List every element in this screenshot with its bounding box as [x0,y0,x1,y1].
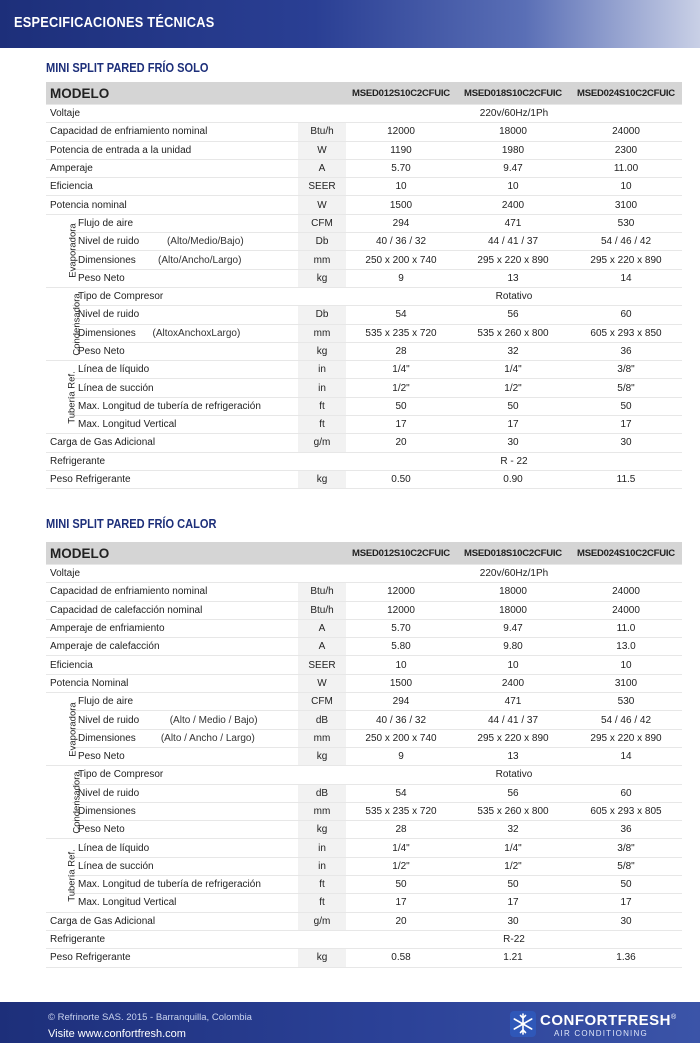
row-label: Línea de succión [72,379,298,397]
row-value: 1.36 [570,949,682,967]
row-unit: Db [298,306,346,324]
row-value: 1/4" [456,839,570,857]
row-value: 5/8" [570,857,682,875]
table-row [46,251,682,269]
row-value: 17 [346,894,456,912]
row-label: Refrigerante [46,452,298,470]
row-value: 530 [570,693,682,711]
row-value-merged: R-22 [346,930,682,948]
table-row [46,397,682,415]
group-label-evaporadora: Evaporadora [46,214,72,287]
table-row [46,839,682,857]
row-unit: Btu/h [298,601,346,619]
table-header-row [46,542,682,565]
row-value: 18000 [456,583,570,601]
row-value: 10 [456,656,570,674]
row-value: 1/2" [456,857,570,875]
row-value: 11.00 [570,159,682,177]
row-value: 12000 [346,601,456,619]
row-value: 20 [346,434,456,452]
row-value: 30 [456,912,570,930]
table-row [46,894,682,912]
row-unit: dB [298,711,346,729]
table-row [46,693,682,711]
row-value: 5/8" [570,379,682,397]
row-label: Amperaje [46,159,298,177]
group-label-evaporadora: Evaporadora [46,693,72,766]
table-row [46,821,682,839]
row-value: 1/2" [346,857,456,875]
row-value: 56 [456,784,570,802]
row-value: 0.90 [456,470,570,488]
row-value: 20 [346,912,456,930]
row-unit: Btu/h [298,583,346,601]
copyright-text: © Refrinorte SAS. 2015 - Barranquilla, Colombia [48,1012,252,1023]
row-unit: A [298,638,346,656]
row-value-merged: 220v/60Hz/1Ph [346,105,682,123]
row-value: 54 / 46 / 42 [570,233,682,251]
row-value: 1980 [456,141,570,159]
row-value: 54 / 46 / 42 [570,711,682,729]
row-label: Max. Longitud de tubería de refrigeración [72,397,298,415]
row-unit: mm [298,802,346,820]
row-unit: mm [298,729,346,747]
row-value: 295 x 220 x 890 [456,729,570,747]
row-unit: in [298,857,346,875]
table-row [46,342,682,360]
row-note: (Alto / Ancho / Largo) [160,732,255,744]
row-value: 5.70 [346,159,456,177]
row-unit: g/m [298,434,346,452]
row-label: Max. Longitud Vertical [72,416,298,434]
table-row [46,470,682,488]
row-value: 10 [346,178,456,196]
table-row [46,452,682,470]
row-value: 3100 [570,674,682,692]
table-row [46,802,682,820]
row-value: 10 [570,178,682,196]
table-row [46,287,682,305]
row-value: 56 [456,306,570,324]
row-label: Peso Refrigerante [46,470,298,488]
table-header-row [46,82,682,105]
row-unit: g/m [298,912,346,930]
row-unit: Btu/h [298,123,346,141]
footer-bar [0,1002,700,1043]
brand-logo [508,1008,688,1040]
table-row [46,619,682,637]
row-value: 3100 [570,196,682,214]
row-value: 9 [346,747,456,765]
row-label: Eficiencia [46,178,298,196]
row-note: (AltoxAnchoxLargo) [152,327,241,339]
row-label: Refrigerante [46,930,298,948]
brand-subtitle: AIR CONDITIONING [554,1029,648,1038]
table-row [46,196,682,214]
table-row [46,123,682,141]
table-row [46,565,682,583]
row-note: (Alto / Medio / Bajo) [169,714,258,726]
table-row [46,105,682,123]
row-value: 17 [346,416,456,434]
row-value: 18000 [456,601,570,619]
row-unit: kg [298,949,346,967]
row-label: Capacidad de calefacción nominal [46,601,298,619]
row-unit [298,452,346,470]
row-unit: in [298,839,346,857]
row-label: Peso Neto [72,342,298,360]
row-value: 60 [570,306,682,324]
row-value: 250 x 200 x 740 [346,729,456,747]
row-label: Nivel de ruido [78,714,140,726]
row-label: Capacidad de enfriamiento nominal [46,583,298,601]
row-unit [298,105,346,123]
row-unit: SEER [298,178,346,196]
row-label: Capacidad de enfriamiento nominal [46,123,298,141]
row-value: 1/4" [346,839,456,857]
row-unit: in [298,379,346,397]
model-name: MSED024S10C2CFUIC [570,542,682,565]
table-row [46,159,682,177]
row-unit [298,565,346,583]
group-label-condensadora: Condensadora [46,287,72,360]
row-value: 44 / 41 / 37 [456,233,570,251]
row-label: Peso Refrigerante [46,949,298,967]
row-value: 30 [456,434,570,452]
row-label: Dimensiones [72,802,298,820]
table-row [46,269,682,287]
row-unit: SEER [298,656,346,674]
row-value: 40 / 36 / 32 [346,233,456,251]
row-value: 17 [456,416,570,434]
group-label-tuberia: Tubería Ref. [46,839,72,912]
row-label-with-note [72,233,298,251]
row-value: 17 [570,894,682,912]
spec-table-frio-solo [46,82,682,489]
row-value: 11.5 [570,470,682,488]
row-value: 11.0 [570,619,682,637]
row-unit: A [298,159,346,177]
row-value: 28 [346,821,456,839]
table-row [46,949,682,967]
group-label-condensadora: Condensadora [46,766,72,839]
row-value: 10 [346,656,456,674]
row-value-merged: Rotativo [346,287,682,305]
section-title-frio-calor: MINI SPLIT PARED FRÍO CALOR [46,516,217,531]
row-value: 3/8" [570,839,682,857]
row-value: 14 [570,747,682,765]
row-unit: ft [298,416,346,434]
table-row [46,729,682,747]
table-row [46,747,682,765]
row-value: 30 [570,434,682,452]
table-row [46,434,682,452]
row-label: Voltaje [46,565,298,583]
table-row [46,178,682,196]
row-value: 40 / 36 / 32 [346,711,456,729]
row-label: Nivel de ruido [72,306,298,324]
row-label: Peso Neto [72,269,298,287]
row-note: (Alto/Medio/Bajo) [166,236,244,248]
table-row [46,912,682,930]
row-label: Línea de líquido [72,361,298,379]
row-value: 54 [346,306,456,324]
row-unit: ft [298,397,346,415]
row-value: 36 [570,342,682,360]
row-value: 12000 [346,583,456,601]
row-value: 535 x 235 x 720 [346,324,456,342]
row-value: 9.80 [456,638,570,656]
row-unit: in [298,361,346,379]
row-label: Línea de succión [72,857,298,875]
row-value: 1/2" [346,379,456,397]
row-value: 2400 [456,674,570,692]
unit-header [298,542,346,565]
row-value-merged: Rotativo [346,766,682,784]
row-label: Potencia Nominal [46,674,298,692]
row-value: 2400 [456,196,570,214]
table-row [46,784,682,802]
section-title-frio-solo: MINI SPLIT PARED FRÍO SOLO [46,60,209,75]
table-row [46,766,682,784]
row-value: 17 [456,894,570,912]
row-unit: kg [298,821,346,839]
row-unit: CFM [298,214,346,232]
page-title: ESPECIFICACIONES TÉCNICAS [14,14,215,31]
row-unit [298,287,346,305]
unit-header [298,82,346,105]
row-value: 471 [456,214,570,232]
row-value: 530 [570,214,682,232]
row-value: 535 x 235 x 720 [346,802,456,820]
row-note: (Alto/Ancho/Largo) [158,254,242,266]
table-row [46,233,682,251]
row-label: Amperaje de calefacción [46,638,298,656]
row-value: 471 [456,693,570,711]
table-row [46,583,682,601]
row-value: 17 [570,416,682,434]
row-unit: kg [298,269,346,287]
row-value: 50 [346,397,456,415]
row-unit: CFM [298,693,346,711]
row-value: 5.70 [346,619,456,637]
row-value: 1500 [346,674,456,692]
row-value: 1190 [346,141,456,159]
row-value: 295 x 220 x 890 [570,729,682,747]
table-row [46,857,682,875]
row-unit: kg [298,747,346,765]
row-value: 250 x 200 x 740 [346,251,456,269]
row-label: Nivel de ruido [72,784,298,802]
row-unit: mm [298,324,346,342]
row-label: Línea de líquido [72,839,298,857]
row-value: 18000 [456,123,570,141]
row-label: Nivel de ruido [78,236,140,248]
row-label: Max. Longitud Vertical [72,894,298,912]
row-label: Dimensiones [78,254,136,266]
row-label: Potencia nominal [46,196,298,214]
row-value: 5.80 [346,638,456,656]
table-row [46,638,682,656]
row-value: 12000 [346,123,456,141]
table-row [46,416,682,434]
row-value: 1500 [346,196,456,214]
row-unit: W [298,674,346,692]
row-value: 24000 [570,601,682,619]
row-value: 44 / 41 / 37 [456,711,570,729]
model-header: MODELO [46,82,298,105]
row-value-merged: R - 22 [346,452,682,470]
row-value: 3/8" [570,361,682,379]
table-row [46,711,682,729]
row-unit: A [298,619,346,637]
table-row [46,379,682,397]
row-value: 294 [346,214,456,232]
row-value: 9.47 [456,159,570,177]
model-name: MSED012S10C2CFUIC [346,82,456,105]
row-value: 605 x 293 x 805 [570,802,682,820]
row-label-with-note [72,729,298,747]
group-label-tuberia: Tubería Ref. [46,361,72,434]
table-row [46,141,682,159]
row-value: 50 [456,876,570,894]
row-label: Tipo de Compresor [72,766,298,784]
row-unit [298,766,346,784]
row-value: 13.0 [570,638,682,656]
snowflake-icon [508,1009,538,1039]
table-row [46,324,682,342]
row-unit: dB [298,784,346,802]
row-unit: kg [298,470,346,488]
row-label: Peso Neto [72,821,298,839]
row-unit: ft [298,876,346,894]
table-row [46,930,682,948]
row-value: 295 x 220 x 890 [570,251,682,269]
row-value: 54 [346,784,456,802]
model-header: MODELO [46,542,298,565]
row-value: 0.58 [346,949,456,967]
row-value: 1/2" [456,379,570,397]
row-value: 24000 [570,123,682,141]
row-unit [298,930,346,948]
row-value: 50 [570,397,682,415]
spec-table-frio-calor [46,542,682,968]
row-value: 32 [456,342,570,360]
table-row [46,601,682,619]
row-label: Eficiencia [46,656,298,674]
row-value: 28 [346,342,456,360]
row-value-merged: 220v/60Hz/1Ph [346,565,682,583]
row-value: 50 [570,876,682,894]
row-unit: mm [298,251,346,269]
table-row [46,306,682,324]
row-unit: kg [298,342,346,360]
row-value: 1.21 [456,949,570,967]
row-unit: Db [298,233,346,251]
row-value: 60 [570,784,682,802]
row-value: 10 [456,178,570,196]
row-label-with-note [72,324,298,342]
row-unit: W [298,141,346,159]
model-name: MSED024S10C2CFUIC [570,82,682,105]
row-label: Potencia de entrada a la unidad [46,141,298,159]
header-banner [0,0,700,48]
model-name: MSED018S10C2CFUIC [456,542,570,565]
row-value: 13 [456,747,570,765]
row-label-with-note [72,711,298,729]
row-value: 14 [570,269,682,287]
row-value: 9 [346,269,456,287]
table-row [46,876,682,894]
row-value: 535 x 260 x 800 [456,324,570,342]
row-value: 9.47 [456,619,570,637]
row-label: Carga de Gas Adicional [46,912,298,930]
row-value: 32 [456,821,570,839]
row-label: Dimensiones [78,327,136,339]
row-value: 605 x 293 x 850 [570,324,682,342]
row-label: Max. Longitud de tubería de refrigeración [72,876,298,894]
row-label: Voltaje [46,105,298,123]
row-value: 295 x 220 x 890 [456,251,570,269]
row-unit: W [298,196,346,214]
row-label: Flujo de aire [72,693,298,711]
table-row [46,674,682,692]
table-row [46,361,682,379]
row-value: 2300 [570,141,682,159]
row-value: 1/4" [346,361,456,379]
row-value: 30 [570,912,682,930]
row-label: Peso Neto [72,747,298,765]
row-label: Carga de Gas Adicional [46,434,298,452]
row-value: 294 [346,693,456,711]
row-value: 10 [570,656,682,674]
website-link[interactable]: Visite www.confortfresh.com [48,1028,186,1040]
row-value: 50 [346,876,456,894]
row-label: Dimensiones [78,732,136,744]
row-value: 1/4" [456,361,570,379]
row-value: 36 [570,821,682,839]
row-value: 13 [456,269,570,287]
row-label-with-note [72,251,298,269]
table-row [46,656,682,674]
row-unit: ft [298,894,346,912]
model-name: MSED012S10C2CFUIC [346,542,456,565]
row-value: 0.50 [346,470,456,488]
row-label: Tipo de Compresor [72,287,298,305]
brand-name: CONFORTFRESH® [540,1012,677,1029]
model-name: MSED018S10C2CFUIC [456,82,570,105]
row-label: Flujo de aire [72,214,298,232]
table-row [46,214,682,232]
row-value: 50 [456,397,570,415]
row-value: 535 x 260 x 800 [456,802,570,820]
row-label: Amperaje de enfriamiento [46,619,298,637]
row-value: 24000 [570,583,682,601]
